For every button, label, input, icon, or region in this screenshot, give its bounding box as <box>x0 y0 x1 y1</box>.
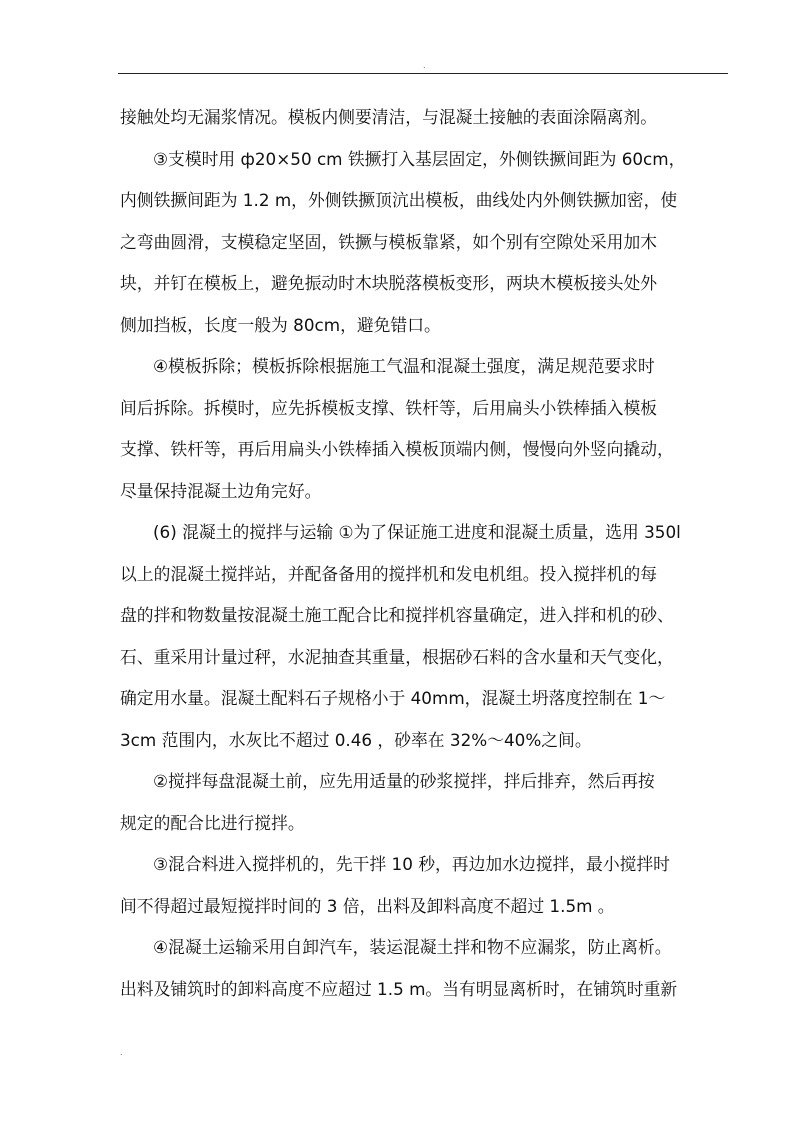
text-line: 内侧铁撅间距为 1.2 m，外侧铁撅顶沆出模板，曲线处内外侧铁撅加密，使 <box>120 190 678 210</box>
text-line: 尽量保持混凝土边角完好。 <box>120 480 322 501</box>
text-line: 接触处均无漏浆情况。模板内侧要清洁，与混凝土接触的表面涂隔离剂。 <box>120 107 658 127</box>
text-line: 侧加挡板，长度一般为 80cm，避免错口。 <box>120 314 441 335</box>
header-rule <box>118 73 728 74</box>
text-line: 盘的拌和物数量按混凝土施工配合比和搅拌机容量确定，进入拌和机的砂、 <box>120 605 674 625</box>
document-body <box>120 98 740 1011</box>
footer-mark: . <box>120 1048 123 1057</box>
text-line: ②搅拌每盘混凝土前，应先用适量的砂浆搅拌，拌后排弃，然后再按 <box>153 771 655 791</box>
text-line: 3cm 范围内，水灰比不超过 0.46 ，砂率在 32%～40%之间。 <box>120 729 592 750</box>
text-line: 块，并钉在模板上，避免振动时木块脱落模板变形，两块木模板接头处外 <box>120 273 658 293</box>
text-line: ③混合料进入搅拌机的，先干拌 10 秒，再边加水边搅拌，最小搅拌时 <box>153 854 670 874</box>
text-line: ③支模时用 ф20×50 cm 铁撅打入基层固定，外侧铁撅间距为 60cm， <box>153 148 686 169</box>
text-line: 支撑、铁杆等，再后用扁头小铁棒插入模板顶端内侧，慢慢向外竖向撬动， <box>120 439 674 459</box>
text-line: 确定用水量。混凝土配料石子规格小于 40mm，混凝土坍落度控制在 1～ <box>120 688 666 708</box>
text-line: (6) 混凝土的搅拌与运输 ①为了保证施工进度和混凝土质量，选用 350l <box>153 522 681 542</box>
text-line: 间不得超过最短搅拌时间的 3 倍，出料及卸料高度不超过 1.5m 。 <box>120 895 615 916</box>
text-line: 之弯曲圆滑，支模稳定坚固，铁撅与模板靠紧，如个别有空隙处采用加木 <box>120 231 658 252</box>
text-line: ④混凝土运输采用自卸汽车，装运混凝土拌和物不应漏浆，防止离析。 <box>153 937 672 957</box>
text-line: 石、重采用计量过秤，水泥抽查其重量，根据砂石料的含水量和天气变化， <box>120 646 674 667</box>
text-line: 间后拆除。拆模时，应先拆模板支撑、铁杆等，后用扁头小铁棒插入模板 <box>120 397 658 418</box>
text-line: ④模板拆除；模板拆除根据施工气温和混凝土强度，满足规范要求时 <box>153 356 655 376</box>
text-line: 规定的配合比进行搅拌。 <box>120 812 305 833</box>
text-line: 出料及铺筑时的卸料高度不应超过 1.5 m。当有明显离析时，在铺筑时重新 <box>120 978 678 999</box>
text-line: 以上的混凝土搅拌站，并配备备用的搅拌机和发电机组。投入搅拌机的每 <box>120 563 658 584</box>
header-mark: . <box>423 61 426 70</box>
